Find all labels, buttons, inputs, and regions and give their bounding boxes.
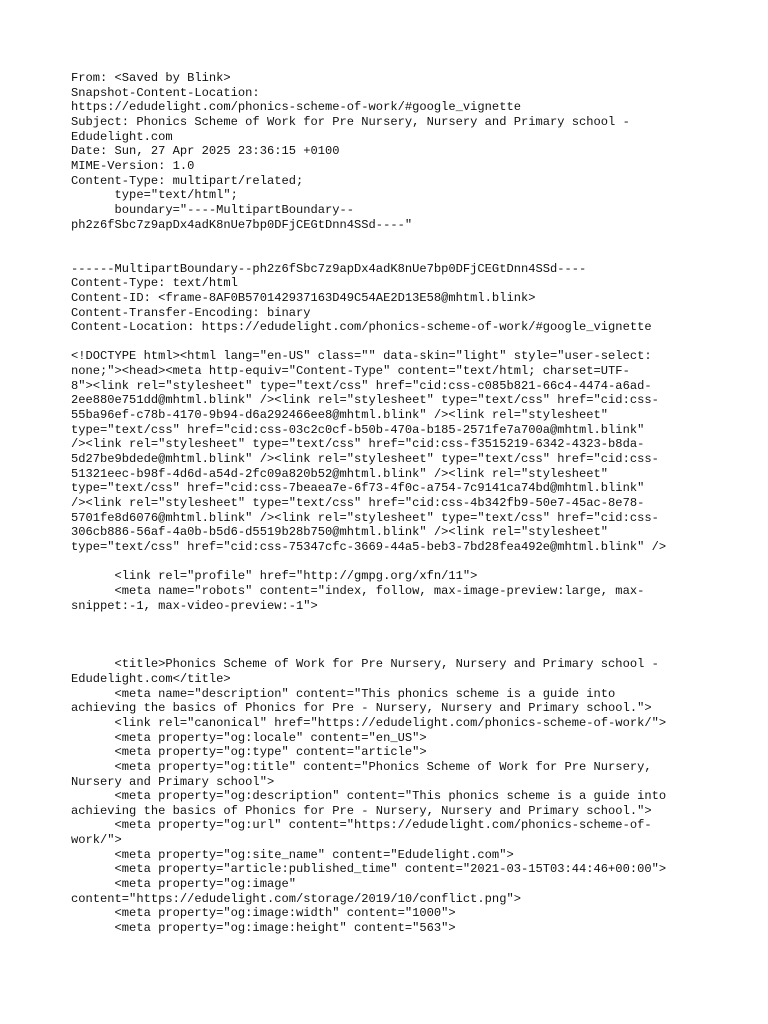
text-line: MIME-Version: 1.0	[71, 158, 195, 173]
text-line: achieving the basics of Phonics for Pre - Nursery, Nursery and Primary school.">	[71, 701, 652, 716]
text-line: <!DOCTYPE html><html lang="en-US" class="" data-skin="light" style="user-select:	[71, 349, 652, 364]
text-line: 8"><link rel="stylesheet" type="text/css" href="cid:css-c085b821-66c4-4474-a6ad-	[71, 378, 652, 393]
text-line: https://edudelight.com/phonics-scheme-of-work/#google_vignette	[71, 100, 521, 115]
text-line: Edudelight.com</title>	[71, 671, 231, 686]
text-line: <meta property="og:site_name" content="Edudelight.com">	[71, 847, 514, 862]
text-line: ph2z6fSbc7z9apDx4adK8nUe7bp0DFjCEGtDnn4SSd----"	[71, 217, 413, 232]
text-line: From: <Saved by Blink>	[71, 71, 231, 85]
text-line: /><link rel="stylesheet" type="text/css" href="cid:css-f3515219-6342-4323-b8da-	[71, 437, 645, 452]
text-line: Nursery and Primary school">	[71, 774, 275, 789]
text-line: Snapshot-Content-Location:	[71, 85, 260, 100]
text-line: type="text/html";	[71, 188, 238, 203]
blank-line	[71, 613, 731, 628]
text-line: achieving the basics of Phonics for Pre - Nursery, Nursery and Primary school.">	[71, 803, 652, 818]
text-line: none;"><head><meta http-equiv="Content-Type" content="text/html; charset=UTF-	[71, 364, 630, 379]
text-line: Edudelight.com	[71, 129, 173, 144]
blank-line	[71, 335, 731, 350]
text-line: Content-Location: https://edudelight.com/phonics-scheme-of-work/#google_vignette	[71, 320, 652, 335]
text-line: <title>Phonics Scheme of Work for Pre Nursery, Nursery and Primary school -	[71, 657, 659, 672]
text-line: type="text/css" href="cid:css-7beaea7e-6f73-4f0c-a754-7c9141ca74bd@mhtml.blink"	[71, 481, 645, 496]
text-line: <meta name="description" content="This phonics scheme is a guide into	[71, 686, 616, 701]
blank-line	[71, 555, 731, 570]
text-line: boundary="----MultipartBoundary--	[71, 202, 355, 217]
text-line: <meta property="og:image:width" content="1000">	[71, 906, 456, 921]
text-line: type="text/css" href="cid:css-03c2c0cf-b50b-470a-b185-2571fe7a700a@mhtml.blink"	[71, 422, 645, 437]
text-line: <meta property="og:locale" content="en_US">	[71, 730, 427, 745]
text-line: <meta property="og:url" content="https://edudelight.com/phonics-scheme-of-	[71, 818, 652, 833]
text-line: <meta property="og:type" content="article">	[71, 745, 427, 760]
text-line: Content-Type: multipart/related;	[71, 173, 304, 188]
text-line: snippet:-1, max-video-preview:-1">	[71, 598, 318, 613]
text-line: 306cb886-56af-4a0b-b5d6-d5519b28b750@mhtml.blink" /><link rel="stylesheet"	[71, 525, 609, 540]
text-line: Content-ID: <frame-8AF0B570142937163D49C54AE2D13E58@mhtml.blink>	[71, 290, 536, 305]
mhtml-source-text	[71, 71, 731, 936]
text-line: <meta property="article:published_time" content="2021-03-15T03:44:46+00:00">	[71, 862, 667, 877]
text-line: type="text/css" href="cid:css-75347cfc-3669-44a5-beb3-7bd28fea492e@mhtml.blink" />	[71, 540, 667, 554]
blank-line	[71, 247, 731, 262]
text-line: 55ba96ef-c78b-4170-9b94-d6a292466ee8@mhtml.blink" /><link rel="stylesheet"	[71, 408, 609, 423]
text-line: 5701fe8d6076@mhtml.blink" /><link rel="stylesheet" type="text/css" href="cid:css-	[71, 510, 659, 525]
text-line: <meta property="og:description" content="This phonics scheme is a guide into	[71, 789, 667, 804]
text-line: Subject: Phonics Scheme of Work for Pre Nursery, Nursery and Primary school -	[71, 114, 630, 129]
text-line: 2ee880e751dd@mhtml.blink" /><link rel="stylesheet" type="text/css" href="cid:css-	[71, 393, 659, 408]
text-line: /><link rel="stylesheet" type="text/css" href="cid:css-4b342fb9-50e7-45ac-8e78-	[71, 496, 645, 511]
text-line: <meta property="og:image:height" content="563">	[71, 921, 456, 936]
blank-line	[71, 628, 731, 643]
text-line: <meta name="robots" content="index, follow, max-image-preview:large, max-	[71, 583, 645, 598]
text-line: <link rel="profile" href="http://gmpg.org/xfn/11">	[71, 569, 478, 584]
text-line: <link rel="canonical" href="https://edudelight.com/phonics-scheme-of-work/">	[71, 715, 667, 730]
text-line: Date: Sun, 27 Apr 2025 23:36:15 +0100	[71, 144, 340, 159]
text-line: <meta property="og:image"	[71, 877, 296, 892]
text-line: content="https://edudelight.com/storage/2019/10/conflict.png">	[71, 891, 521, 906]
text-line: Content-Transfer-Encoding: binary	[71, 305, 311, 320]
text-line: work/">	[71, 833, 122, 848]
text-line: 5d27be9bdede@mhtml.blink" /><link rel="stylesheet" type="text/css" href="cid:css-	[71, 452, 659, 467]
blank-line	[71, 232, 731, 247]
text-line: <meta property="og:title" content="Phonics Scheme of Work for Pre Nursery,	[71, 759, 652, 774]
text-line: 51321eec-b98f-4d6d-a54d-2fc09a820b52@mhtml.blink" /><link rel="stylesheet"	[71, 466, 609, 481]
text-line: ------MultipartBoundary--ph2z6fSbc7z9apDx4adK8nUe7bp0DFjCEGtDnn4SSd----	[71, 261, 587, 276]
text-line: Content-Type: text/html	[71, 276, 238, 291]
blank-line	[71, 643, 731, 658]
